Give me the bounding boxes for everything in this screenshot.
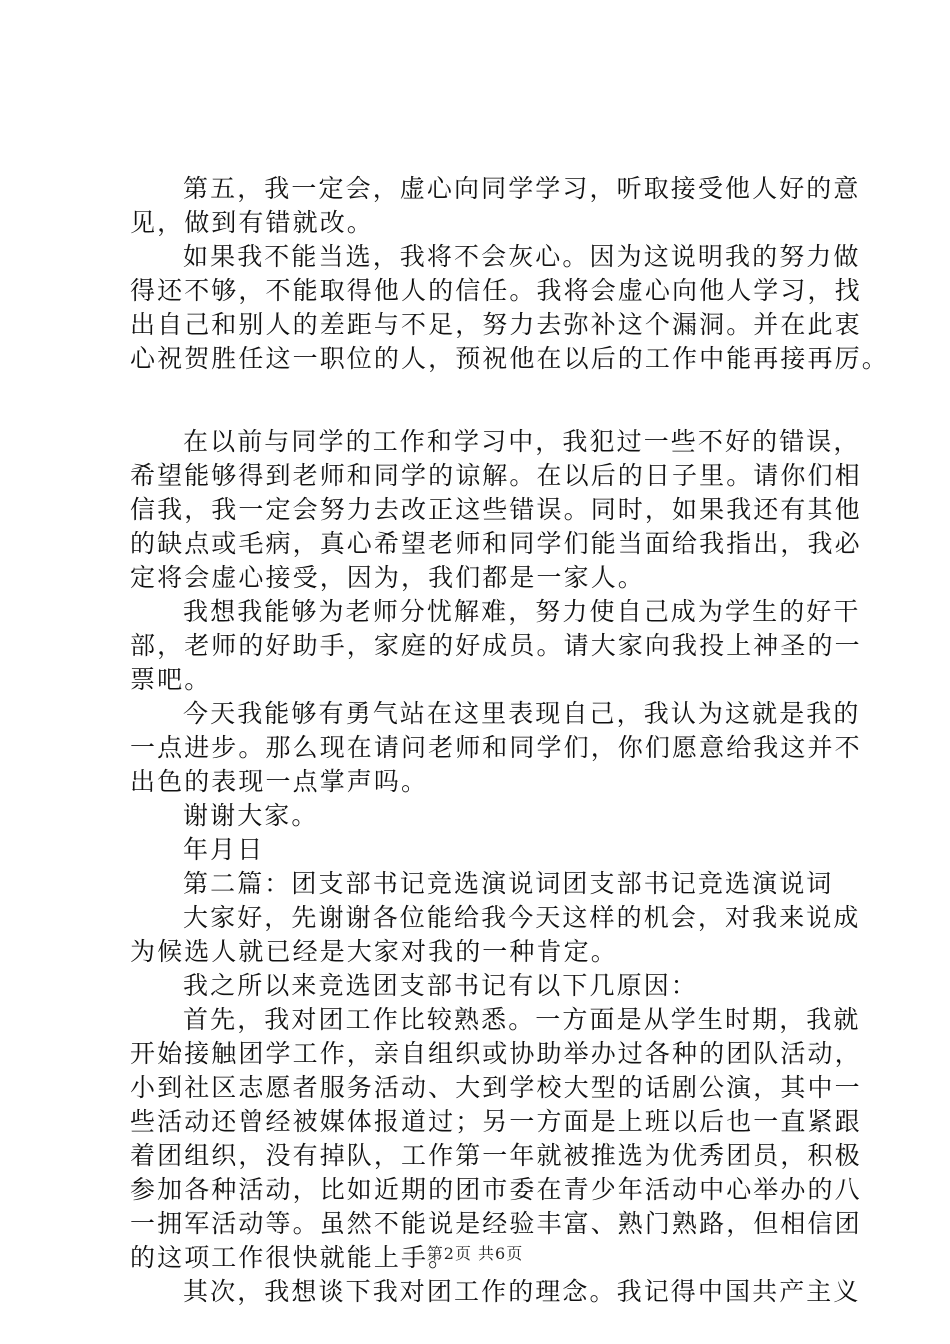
text-line: 着团组织，没有掉队，工作第一年就被推选为优秀团员，积极 xyxy=(130,1141,862,1170)
text-line: 心祝贺胜任这一职位的人，预祝他在以后的工作中能再接再厉。 xyxy=(130,344,889,373)
paragraph-gap xyxy=(130,376,832,425)
page-number-footer: 第2页 共6页 xyxy=(426,1244,524,1263)
text-line: 定将会虚心接受，因为，我们都是一家人。 xyxy=(130,563,645,592)
text-line: 出自己和别人的差距与不足，努力去弥补这个漏洞。并在此衷 xyxy=(130,310,862,339)
text-line: 见，做到有错就改。 xyxy=(130,208,374,237)
text-line: 为候选人就已经是大家对我的一种肯定。 xyxy=(130,937,618,966)
text-line: 的这项工作很快就能上手。 xyxy=(130,1243,456,1272)
text-line: 如果我不能当选，我将不会灰心。因为这说明我的努力做 xyxy=(183,242,861,271)
text-line: 参加各种活动，比如近期的团市委在青少年活动中心举办的八 xyxy=(130,1175,862,1204)
text-line: 信我，我一定会努力去改正这些错误。同时，如果我还有其他 xyxy=(130,495,862,524)
text-line: 得还不够，不能取得他人的信任。我将会虚心向他人学习，找 xyxy=(130,276,862,305)
text-line: 谢谢大家。 xyxy=(183,801,319,830)
text-line: 部，老师的好助手，家庭的好成员。请大家向我投上神圣的一 xyxy=(130,631,862,660)
text-line: 首先，我对团工作比较熟悉。一方面是从学生时期，我就 xyxy=(183,1005,861,1034)
text-line: 些活动还曾经被媒体报道过；另一方面是上班以后也一直紧跟 xyxy=(130,1107,862,1136)
text-line: 我想我能够为老师分忧解难，努力使自己成为学生的好干 xyxy=(183,597,861,626)
text-line: 的缺点或毛病，真心希望老师和同学们能当面给我指出，我必 xyxy=(130,529,862,558)
text-line: 第五，我一定会，虚心向同学学习，听取接受他人好的意 xyxy=(183,174,861,203)
section-heading: 第二篇：团支部书记竞选演说词团支部书记竞选演说词 xyxy=(183,869,834,898)
text-line: 希望能够得到老师和同学的谅解。在以后的日子里。请你们相 xyxy=(130,461,862,490)
text-line: 在以前与同学的工作和学习中，我犯过一些不好的错误， xyxy=(183,427,861,456)
text-line: 年月日 xyxy=(183,835,265,864)
text-line: 一拥军活动等。虽然不能说是经验丰富、熟门熟路，但相信团 xyxy=(130,1209,862,1238)
text-line: 开始接触团学工作，亲自组织或协助举办过各种的团队活动， xyxy=(130,1039,862,1068)
text-line: 出色的表现一点掌声吗。 xyxy=(130,767,429,796)
text-line: 一点进步。那么现在请问老师和同学们，你们愿意给我这并不 xyxy=(130,733,862,762)
text-line: 今天我能够有勇气站在这里表现自己，我认为这就是我的 xyxy=(183,699,861,728)
text-line: 大家好，先谢谢各位能给我今天这样的机会，对我来说成 xyxy=(183,903,861,932)
text-line: 小到社区志愿者服务活动、大到学校大型的话剧公演，其中一 xyxy=(130,1073,862,1102)
text-line: 其次，我想谈下我对团工作的理念。我记得中国共产主义 xyxy=(183,1277,861,1306)
document-body xyxy=(130,172,889,1309)
text-line: 我之所以来竞选团支部书记有以下几原因： xyxy=(183,971,698,1000)
text-line: 票吧。 xyxy=(130,665,212,694)
